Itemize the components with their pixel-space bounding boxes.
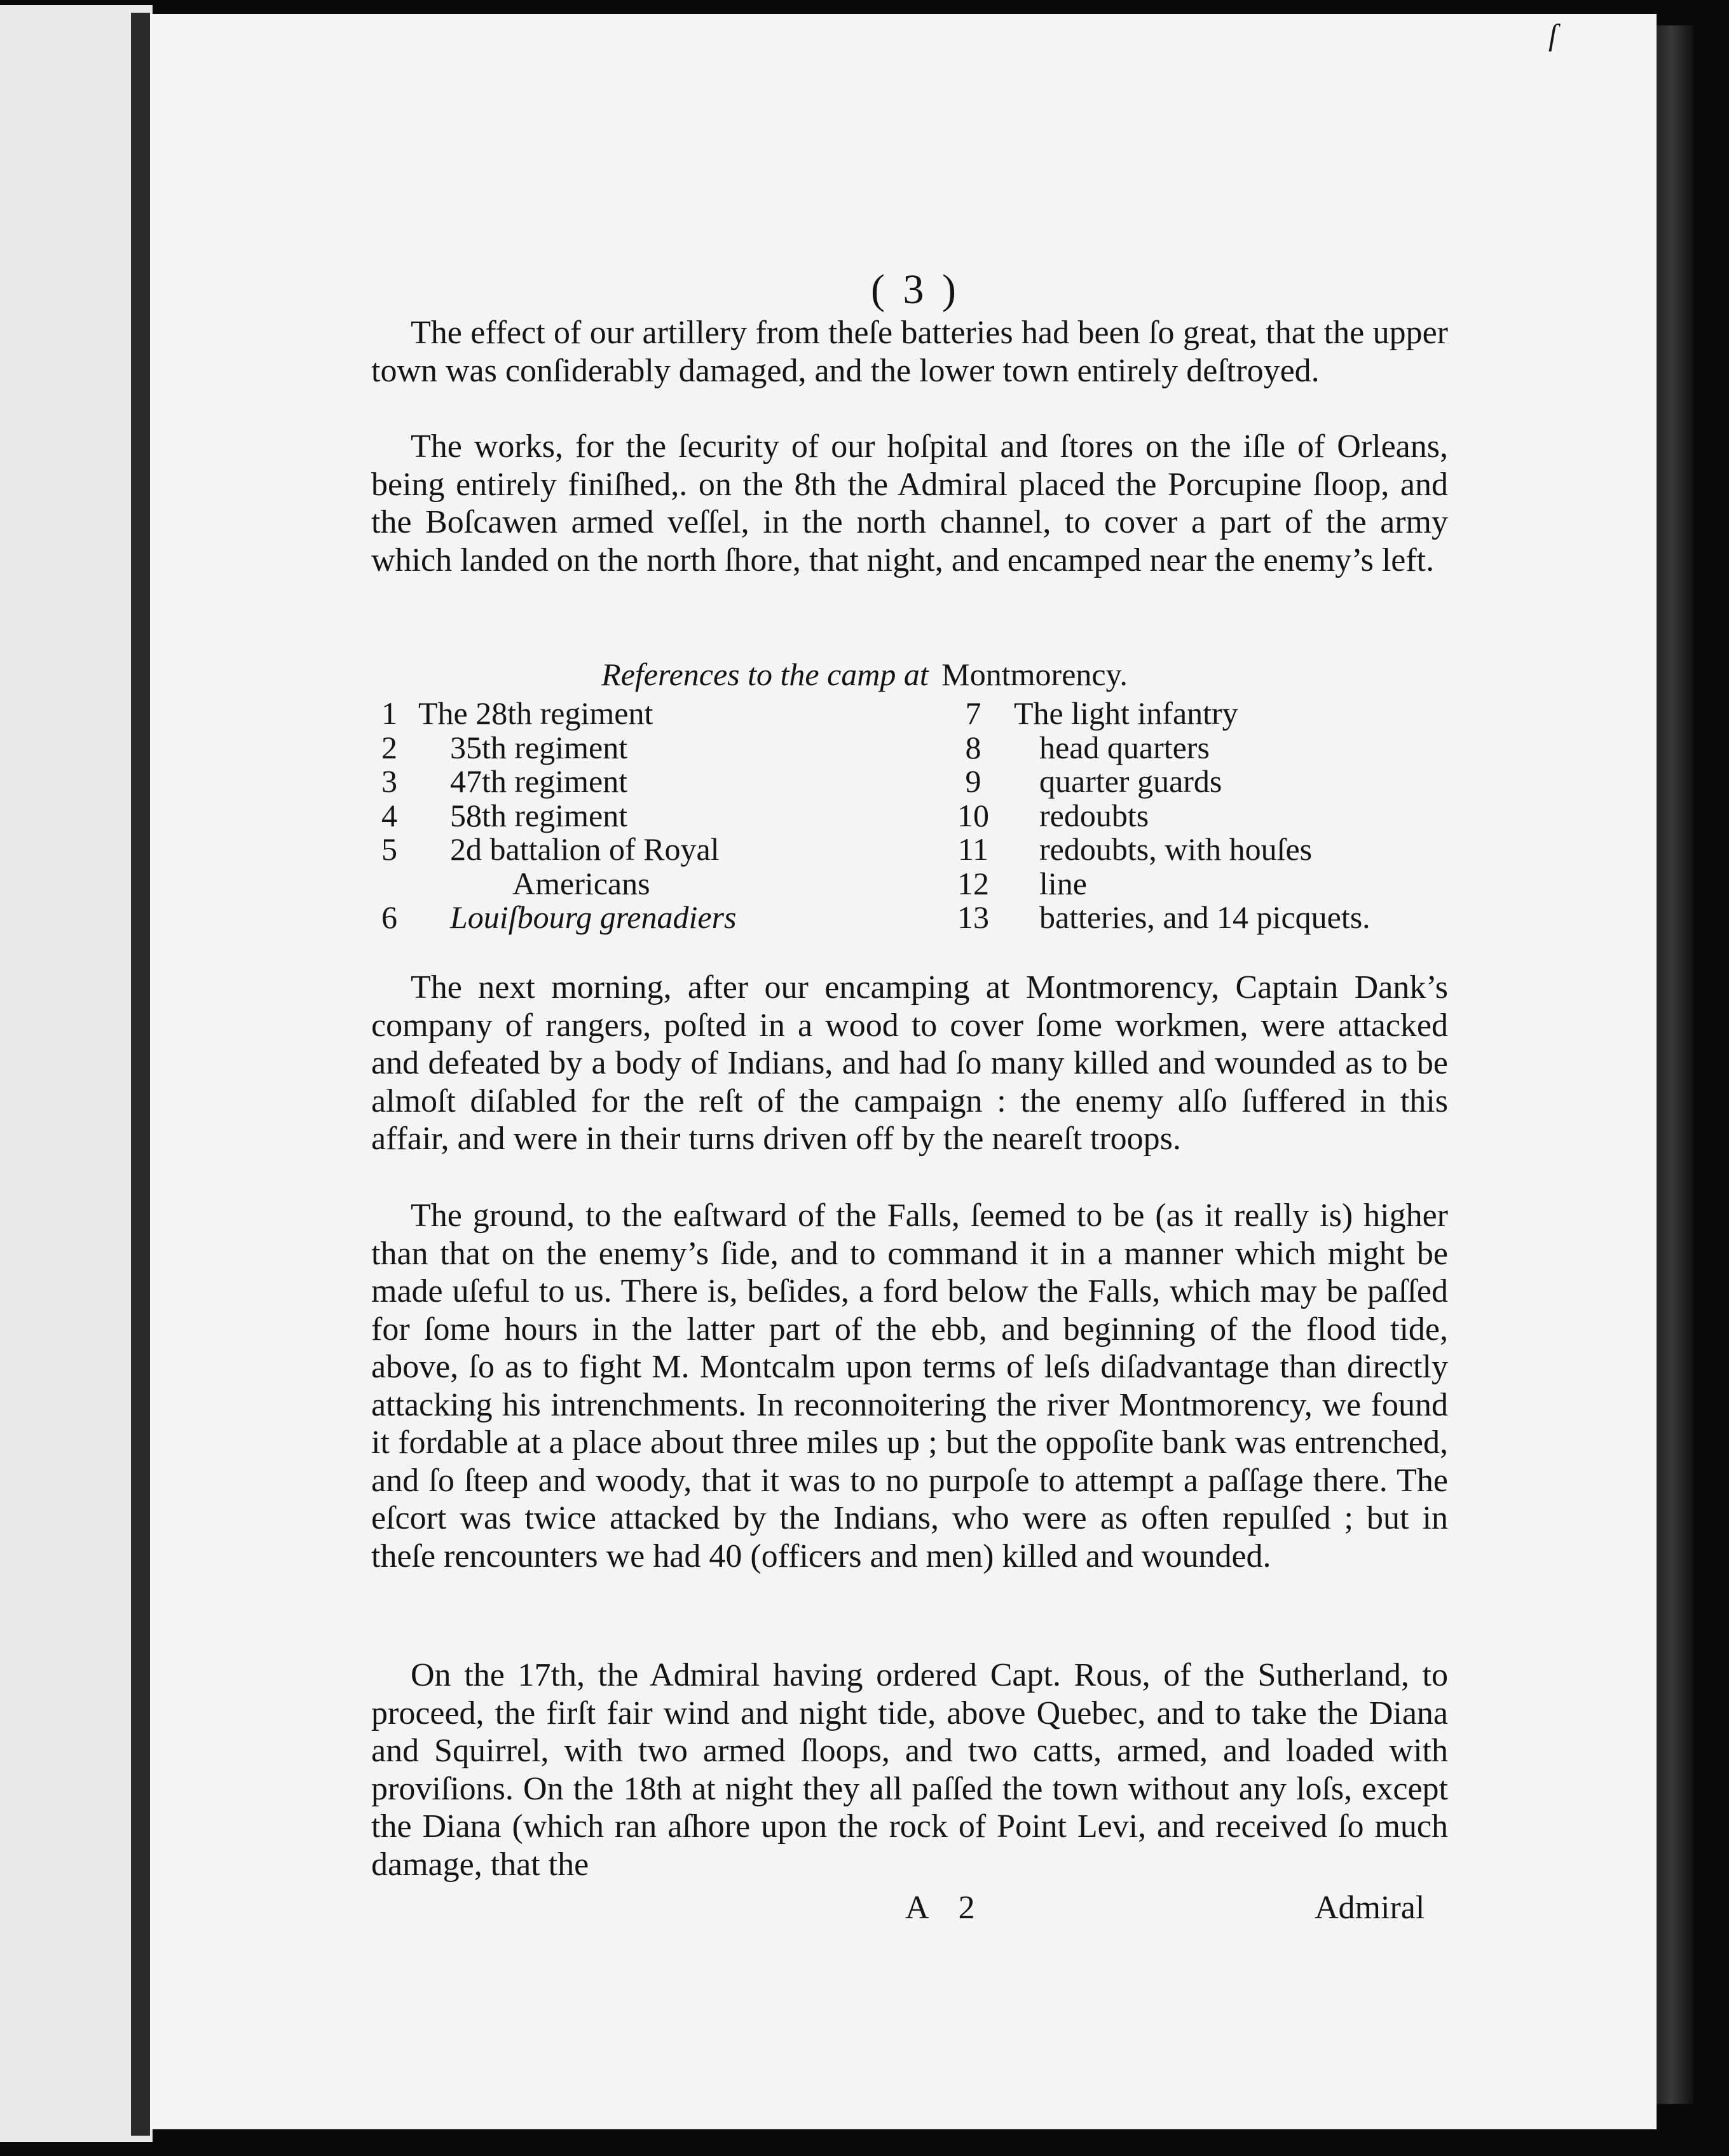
paragraph-admiral — [371, 1656, 1448, 1883]
reference-label: redoubts — [1039, 797, 1149, 833]
references-title — [0, 656, 1729, 693]
references-title-place: Montmorency. — [941, 657, 1128, 692]
references-title-italic: References to the camp at — [601, 657, 929, 692]
catchword: Admiral — [1315, 1890, 1425, 1926]
paragraph-text: The next morning, after our encamping at Montmorency, Captain Dank’s company of rangers, poſted in a wood to cover ſome workmen, were attacked and defeated by a body of Indians, and had ſo many killed and wounded as to be almoſt diſabled for the reſt of the campaign : the enemy alſo ſuffered in this affair, and were in their turns driven off by the neareſt troops. — [371, 969, 1448, 1157]
reference-label: The 28th regiment — [418, 695, 653, 731]
paragraph-rangers — [371, 969, 1448, 1158]
reference-number: 3 — [381, 763, 397, 799]
reference-label: quarter guards — [1039, 763, 1222, 799]
reference-label: 35th regiment — [450, 729, 628, 765]
reference-label: batteries, and 14 picquets. — [1039, 899, 1370, 935]
reference-label: Americans — [512, 865, 650, 901]
reference-label: The light infantry — [1014, 695, 1238, 731]
paragraph-text: The effect of our artillery from theſe batteries had been ſo great, that the upper town was conſiderably damaged, and the lower town entirely deſtroyed. — [371, 315, 1448, 389]
paragraph-ground — [371, 1197, 1448, 1575]
binding-gutter — [131, 13, 150, 2136]
facing-page-edge — [0, 5, 153, 2142]
reference-label: redoubts, with houſes — [1039, 831, 1313, 867]
reference-number: 5 — [381, 831, 397, 867]
reference-number: 4 — [381, 797, 397, 833]
reference-number: 11 — [957, 831, 989, 867]
reference-number: 6 — [381, 899, 397, 935]
reference-number: 9 — [965, 763, 981, 799]
reference-label: Louiſbourg grenadiers — [450, 899, 737, 935]
reference-number: 1 — [381, 695, 397, 731]
paragraph-text: On the 17th, the Admiral having ordered Capt. Rous, of the Sutherland, to proceed, the firſt fair wind and night tide, above Quebec, and to take the Diana and Squirrel, with two armed ſloops, and two catts, armed, and loaded with proviſions. On the 18th at night they all paſſed the town without any loſs, except the Diana (which ran aſhore upon the rock of Point Levi, and received ſo much damage, that the — [371, 1657, 1448, 1883]
reference-label: 47th regiment — [450, 763, 628, 799]
reference-label: 58th regiment — [450, 797, 628, 833]
reference-number: 13 — [957, 899, 989, 935]
reference-label: 2d battalion of Royal — [450, 831, 720, 867]
reference-number: 12 — [957, 865, 989, 901]
reference-number: 8 — [965, 729, 981, 765]
reference-number: 2 — [381, 729, 397, 765]
paragraph-text: The ground, to the eaſtward of the Falls, ſeemed to be (as it really is) higher than that on the enemy’s ſide, and to command it in a manner which might be made uſeful to us. There is, beſides, a ford below the Falls, which may be paſſed for ſome hours in the latter part of the ebb, and beginning of the flood tide, above, ſo as to fight M. Montcalm upon terms of leſs diſadvantage than directly attacking his intrenchments. In reconnoitering the river Montmorency, we found it fordable at a place about three miles up ; but the oppoſite bank was entrenched, and ſo ſteep and woody, that it was to no purpoſe to attempt a paſſage there. The eſcort was twice attacked by the Indians, who were as often repulſed ; but in theſe rencounters we had 40 (officers and men) killed and wounded. — [371, 1197, 1448, 1574]
signature-mark: A 2 — [905, 1890, 987, 1926]
paragraph-text: The works, for the ſecurity of our hoſpital and ſtores on the iſle of Orleans, being entirely finiſhed,. on the 8th the Admiral placed the Porcupine ſloop, and the Boſcawen armed veſſel, in the north channel, to cover a part of the army which landed on the north ſhore, that night, and encamped near the enemy’s left. — [371, 428, 1448, 578]
page-number: ( 3 ) — [871, 266, 960, 313]
reference-number: 7 — [965, 695, 981, 731]
paragraph-artillery — [371, 314, 1448, 390]
reference-number: 10 — [957, 797, 989, 833]
corner-mark: ſ — [1548, 18, 1557, 52]
paragraph-works — [371, 428, 1448, 579]
reference-label: line — [1039, 865, 1087, 901]
reference-label: head quarters — [1039, 729, 1210, 765]
page-stack-edge — [1657, 25, 1693, 2104]
